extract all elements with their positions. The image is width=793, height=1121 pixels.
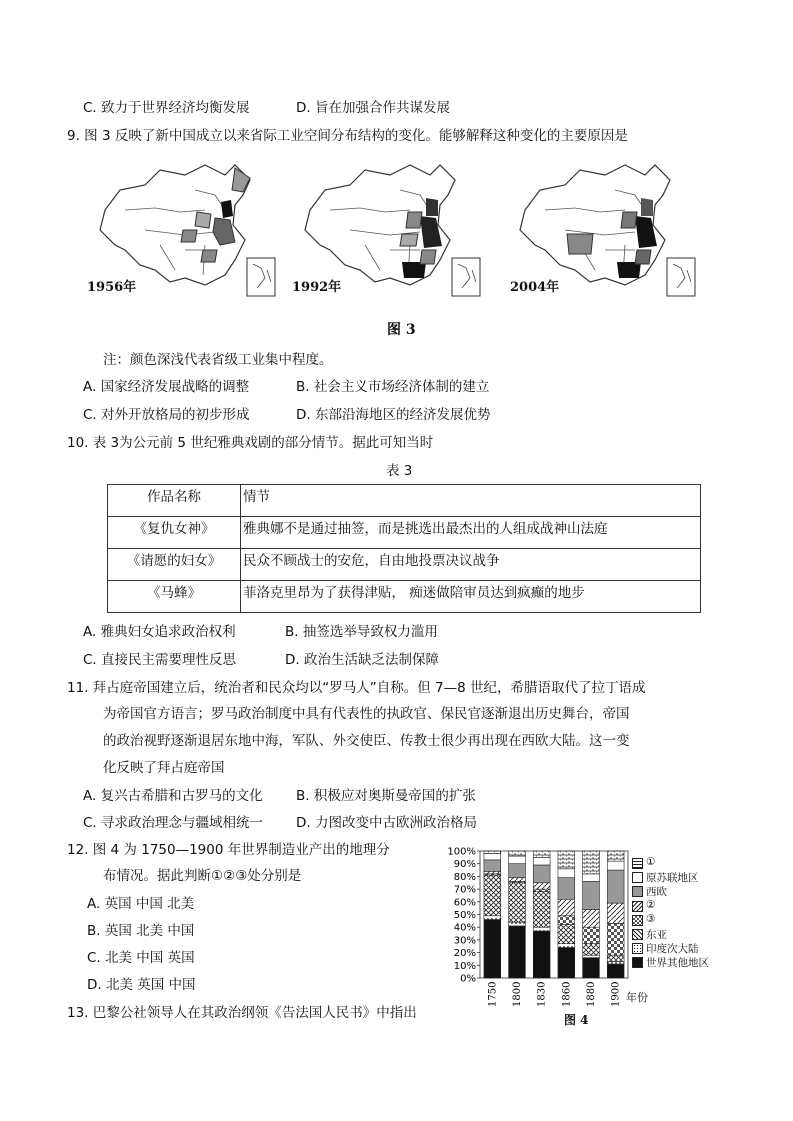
y-tick-label: 60% — [453, 897, 476, 909]
map-year-2004: 2004年 — [510, 280, 560, 295]
bar-segment — [558, 944, 575, 948]
legend-label: ① — [646, 856, 656, 868]
q11-option-c: C. 寻求政治理念与疆域相统一 — [83, 815, 264, 831]
x-tick-label: 1750 — [487, 981, 499, 1007]
x-tick-label: 1830 — [536, 981, 548, 1007]
bar-segment — [558, 916, 575, 925]
q9-note: 注：颜色深浅代表省级工业集中程度。 — [103, 352, 333, 368]
figure-3-caption: 图 3 — [387, 322, 416, 338]
q12-option-d: D. 北美 英国 中国 — [87, 977, 196, 993]
q10-option-a: A. 雅典妇女追求政治权利 — [83, 624, 236, 640]
legend-label: 西欧 — [646, 886, 667, 899]
table-cell: 菲洛克里昂为了获得津贴， 痴迷做陪审员达到疯癫的地步 — [241, 581, 701, 613]
bar-segment — [484, 916, 501, 920]
y-tick-label: 40% — [453, 922, 476, 934]
bar-segment — [607, 961, 624, 964]
bar-segment — [533, 851, 550, 857]
figure-4-chart — [446, 845, 716, 1034]
x-tick-label: 1800 — [512, 981, 523, 1007]
y-tick-label: 90% — [453, 859, 476, 871]
q12-option-a: A. 英国 中国 北美 — [87, 896, 195, 912]
bar-segment — [533, 892, 550, 928]
chart-plot-frame — [480, 851, 628, 978]
bar-segment — [484, 854, 501, 860]
bar-segment — [583, 955, 600, 958]
bar-segment — [533, 883, 550, 889]
table-3-caption: 表 3 — [386, 463, 413, 479]
q11-line: 化反映了拜占庭帝国 — [103, 760, 225, 776]
bar-segment — [583, 927, 600, 944]
q12-line: 布情况。据此判断①②③处分别是 — [103, 868, 302, 884]
table-cell: 《请愿的妇女》 — [108, 549, 241, 581]
table-header-cell: 情节 — [241, 485, 701, 517]
y-tick-label: 70% — [453, 884, 476, 896]
y-tick-label: 20% — [453, 948, 476, 960]
bar-segment — [558, 878, 575, 900]
q11-option-a: A. 复兴古希腊和古罗马的文化 — [83, 788, 263, 804]
bar-segment — [607, 964, 624, 978]
q11-option-b: B. 积极应对奥斯曼帝国的扩张 — [296, 788, 476, 804]
legend-swatch — [632, 915, 643, 926]
q11-line: 为帝国官方语言；罗马政治制度中具有代表性的执政官、保民官逐渐退出历史舞台，帝国 — [103, 706, 630, 722]
x-tick-label: 1880 — [586, 981, 597, 1007]
legend-label: ② — [646, 898, 656, 911]
legend-swatch — [632, 901, 643, 912]
bar-segment — [509, 856, 526, 864]
legend-label: 印度次大陆 — [646, 943, 699, 956]
q12-option-c: C. 北美 中国 英国 — [87, 950, 195, 966]
legend-swatch — [632, 858, 643, 869]
table-cell: 《复仇女神》 — [108, 517, 241, 549]
bar-segment — [533, 931, 550, 978]
bar-segment — [583, 958, 600, 978]
q10-option-c: C. 直接民主需要理性反思 — [83, 652, 237, 668]
bar-segment — [607, 903, 624, 923]
table-row — [108, 581, 701, 613]
q9-option-c: C. 对外开放格局的初步形成 — [83, 407, 250, 423]
y-tick-label: 50% — [453, 910, 476, 921]
table-header-cell: 作品名称 — [108, 485, 241, 517]
table-cell: 《马蜂》 — [108, 581, 241, 613]
map-year-1992: 1992年 — [292, 280, 342, 295]
q13-stem: 13. 巴黎公社领导人在其政治纲领《告法国人民书》中指出 — [67, 1005, 417, 1021]
q9-option-a: A. 国家经济发展战略的调整 — [83, 379, 250, 395]
q11-option-d: D. 力图改变中古欧洲政治格局 — [296, 815, 477, 831]
q11-line: 11. 拜占庭帝国建立后，统治者和民众均以“罗马人”自称。但 7—8 世纪，希腊语取代了拉丁语成 — [67, 680, 646, 696]
bar-segment — [583, 881, 600, 909]
bar-segment — [607, 851, 624, 861]
bar-segment — [484, 860, 501, 871]
bar-segment — [583, 909, 600, 927]
bar-segment — [533, 865, 550, 883]
table-3 — [107, 484, 701, 613]
bar-segment — [583, 944, 600, 955]
q11-line: 的政治视野逐渐退居东地中海，军队、外交使臣、传教士很少再出现在西欧大陆。这一变 — [103, 733, 630, 749]
bar-segment — [484, 875, 501, 916]
bar-segment — [533, 889, 550, 892]
bar-segment — [509, 864, 526, 878]
figure-4-caption: 图 4 — [564, 1013, 589, 1027]
bar-segment — [509, 883, 526, 922]
legend-swatch — [632, 886, 643, 897]
bar-segment — [607, 861, 624, 870]
legend-swatch — [632, 929, 643, 940]
bar-segment — [509, 926, 526, 978]
bar-segment — [607, 923, 624, 955]
bar-segment — [533, 927, 550, 931]
q8-option-d: D. 旨在加强合作共谋发展 — [296, 100, 450, 116]
bar-segment — [558, 869, 575, 878]
bar-segment — [558, 899, 575, 916]
q9-option-b: B. 社会主义市场经济体制的建立 — [296, 379, 490, 395]
table-row — [108, 549, 701, 581]
q9-stem: 9. 图 3 反映了新中国成立以来省际工业空间分布结构的变化。能够解释这种变化的主要原因是 — [67, 128, 628, 144]
bar-segment — [558, 925, 575, 944]
q12-line: 12. 图 4 为 1750—1900 年世界制造业产出的地理分 — [67, 842, 390, 858]
y-tick-label: 30% — [453, 935, 476, 947]
map-year-1956: 1956年 — [87, 280, 137, 295]
x-axis-label: 年份 — [626, 991, 648, 1004]
table-cell: 民众不顾战士的安危，自由地投票决议战争 — [241, 549, 701, 581]
bar-segment — [509, 922, 526, 926]
q10-stem: 10. 表 3为公元前 5 世纪雅典戏剧的部分情节。据此可知当时 — [67, 435, 434, 451]
q8-option-c: C. 致力于世界经济均衡发展 — [83, 100, 250, 116]
x-tick-label: 1900 — [610, 981, 622, 1007]
q10-option-d: D. 政治生活缺乏法制保障 — [285, 652, 439, 668]
legend-label: ③ — [646, 912, 656, 925]
y-tick-label: 10% — [453, 960, 476, 972]
table-cell: 雅典娜不是通过抽签，而是挑选出最杰出的人组成战神山法庭 — [241, 517, 701, 549]
bar-segment — [558, 851, 575, 869]
bar-segment — [533, 857, 550, 865]
legend-swatch — [632, 872, 643, 883]
y-tick-label: 80% — [453, 871, 476, 883]
q10-option-b: B. 抽签选举导致权力滥用 — [285, 624, 438, 640]
bar-segment — [509, 851, 526, 856]
legend-label: 东亚 — [646, 929, 667, 941]
table-row — [108, 517, 701, 549]
y-tick-label: 0% — [460, 973, 476, 985]
bar-segment — [484, 851, 501, 854]
bar-segment — [484, 920, 501, 978]
table-header-row — [108, 485, 701, 517]
bar-segment — [583, 874, 600, 882]
bar-segment — [558, 948, 575, 978]
bar-segment — [509, 878, 526, 882]
bar-segment — [607, 870, 624, 903]
q12-option-b: B. 英国 北美 中国 — [87, 923, 195, 939]
legend-label: 原苏联地区 — [646, 872, 699, 885]
legend-swatch — [632, 943, 643, 954]
bar-segment — [607, 955, 624, 961]
y-tick-label: 100% — [447, 846, 476, 858]
bar-segment — [484, 871, 501, 874]
legend-swatch — [632, 957, 643, 968]
bar-segment — [583, 851, 600, 874]
legend-label: 世界其他地区 — [646, 957, 709, 970]
q9-option-d: D. 东部沿海地区的经济发展优势 — [296, 407, 491, 423]
x-tick-label: 1860 — [561, 981, 573, 1007]
